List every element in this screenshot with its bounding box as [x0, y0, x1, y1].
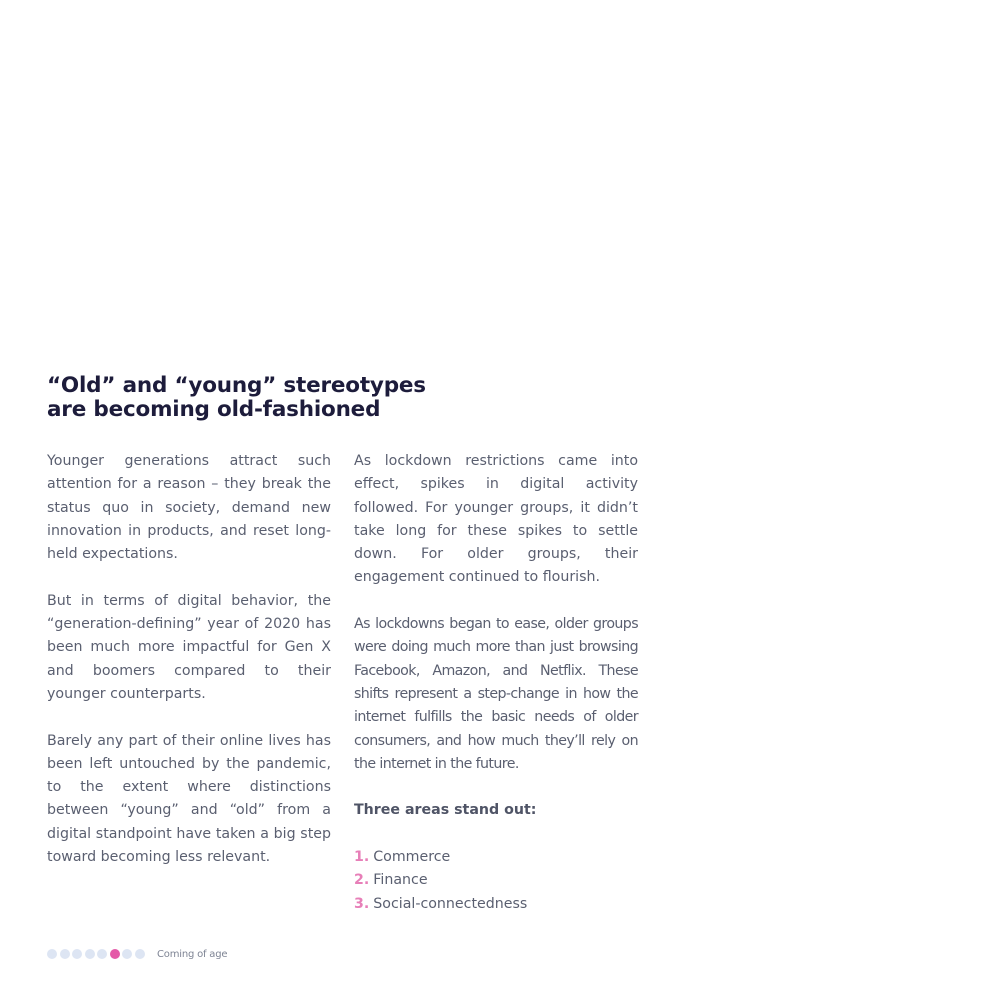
page-dot — [85, 949, 95, 959]
right-paragraph-1: As lockdown restrictions came into effect, spikes in digital activity followed. For younger groups, it didn’t take long for these spikes to settle down. For older groups, their engagement continued to flourish. — [354, 453, 638, 586]
list-item — [354, 869, 638, 892]
list-item-number: 2. — [354, 872, 370, 889]
areas-list — [354, 846, 638, 916]
page-dot — [60, 949, 70, 959]
list-item — [354, 846, 638, 869]
left-paragraph-1: Younger generations attract such attention for a reason – they break the status quo in society, demand new innovation in products, and reset long-held expectations. — [47, 453, 331, 563]
page-footer — [47, 948, 227, 960]
left-paragraph-3: Barely any part of their online lives has been left untouched by the pandemic, to the extent where distinctions between “young” and “old” from a digital standpoint have taken a big step toward becoming less relevant. — [47, 732, 331, 866]
list-item-label: Finance — [373, 872, 428, 889]
page-dot — [72, 949, 82, 959]
page-dot — [47, 949, 57, 959]
section-label: Coming of age — [157, 948, 228, 960]
list-item-number: 3. — [354, 895, 370, 912]
right-paragraph-2: As lockdowns began to ease, older groups were doing much more than just browsing Facebook, Amazon, and Netflix. These shifts represent a step-change in how the internet fulfills the basic needs of older consumers, and how much they’ll rely on the internet in the future. — [354, 616, 638, 772]
list-item-label: Commerce — [373, 849, 451, 866]
left-column — [47, 450, 331, 893]
page-dot-active — [110, 949, 120, 959]
page-dot — [135, 949, 145, 959]
page-progress-dots — [47, 949, 147, 959]
page-title-line-1: “Old” and “young” stereotypes — [47, 373, 426, 398]
left-paragraph-2: But in terms of digital behavior, the “generation-defining” year of 2020 has been much more impactful for Gen X and boomers compared to their younger counterparts. — [47, 592, 331, 702]
page-title-line-2: are becoming old-fashioned — [47, 397, 381, 422]
areas-heading: Three areas stand out: — [354, 802, 537, 819]
page-dot — [122, 949, 132, 959]
list-item — [354, 893, 638, 916]
list-item-label: Social-connectedness — [373, 895, 528, 912]
page-title — [47, 374, 447, 422]
list-item-number: 1. — [354, 849, 370, 866]
right-column — [354, 450, 638, 916]
page-dot — [97, 949, 107, 959]
